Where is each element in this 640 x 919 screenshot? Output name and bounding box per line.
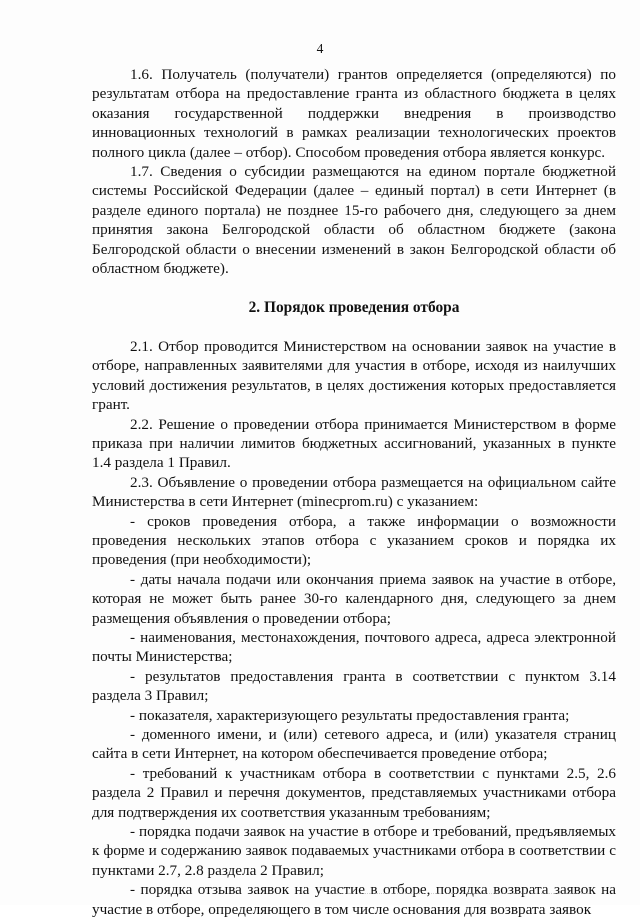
paragraph-2-1: 2.1. Отбор проводится Министерством на основании заявок на участие в отборе, направленных заявителями для участия в отборе, исходя из наилучших условий достижения результатов, в целях достижения которых предоставляется грант. (92, 337, 616, 414)
list-item-domain: - доменного имени, и (или) сетевого адреса, и (или) указателя страниц сайта в сети Интернет, на котором обеспечивается проведение отбора; (92, 726, 616, 763)
list-item-requirements: - требований к участникам отбора в соответствии с пунктами 2.5, 2.6 раздела 2 Правил и перечня документов, представляемых участниками отбора для подтверждения их соответствия указанным требованиям; (92, 764, 616, 821)
list-item-dates: - даты начала подачи или окончания приема заявок на участие в отборе, которая не может быть ранее 30-го календарного дня, следующего за днем размещения объявления о проведении отбора; (92, 570, 616, 627)
document-body (92, 65, 616, 919)
page-number: 4 (316, 41, 324, 56)
paragraph-2-2: 2.2. Решение о проведении отбора принимается Министерством в форме приказа при наличии лимитов бюджетных ассигнований, указанных в пункте 1.4 раздела 1 Правил. (92, 415, 616, 472)
list-item-withdrawal-procedure: - порядка отзыва заявок на участие в отборе, порядка возврата заявок на участие в отборе, определяющего в том числе основания для возврата заявок (92, 881, 616, 918)
list-item-submission-procedure: - порядка подачи заявок на участие в отборе и требований, предъявляемых к форме и содержанию заявок подаваемых участниками отбора в соответствии с пунктами 2.7, 2.8 раздела 2 Правил; (92, 823, 616, 879)
list-item-indicator: - показателя, характеризующего результаты предоставления гранта; (130, 706, 570, 724)
scan-artifact-line (330, 893, 590, 898)
list-item-ministry-contacts: - наименования, местонахождения, почтового адреса, адреса электронной почты Министерства; (92, 628, 616, 666)
section-heading: 2. Порядок проведения отбора (248, 299, 460, 317)
paragraph-1-7: 1.7. Сведения о субсидии размещаются на едином портале бюджетной системы Российской Федерации (далее – единый портал) в сети Интернет (в разделе единого портала) не позднее 15-го рабочего дня, следующего за днем принятия закона Белгородской области об областном бюджете (закона Белгородской области о внесении изменений в закон Белгородской области об областном бюджете). (92, 163, 616, 278)
list-item-grant-results: - результатов предоставления гранта в соответствии с пунктом 3.14 раздела 3 Правил; (92, 667, 616, 705)
paragraph-1-6: 1.6. Получатель (получатели) грантов определяется (определяются) по результатам отбора на предоставление гранта из областного бюджета в целях оказания государственной поддержки внедрения в производство инновационных технологий в рамках реализации технологических проектов полного цикла (далее – отбор). Способом проведения отбора является конкурс. (92, 66, 616, 161)
paragraph-2-3: 2.3. Объявление о проведении отбора размещается на официальном сайте Министерства в сети Интернет (minecprom.ru) с указанием: (92, 473, 616, 511)
list-item-terms: - сроков проведения отбора, а также информации о возможности проведения нескольких этапов отбора с указанием сроков и порядка их проведения (при необходимости); (92, 512, 616, 569)
